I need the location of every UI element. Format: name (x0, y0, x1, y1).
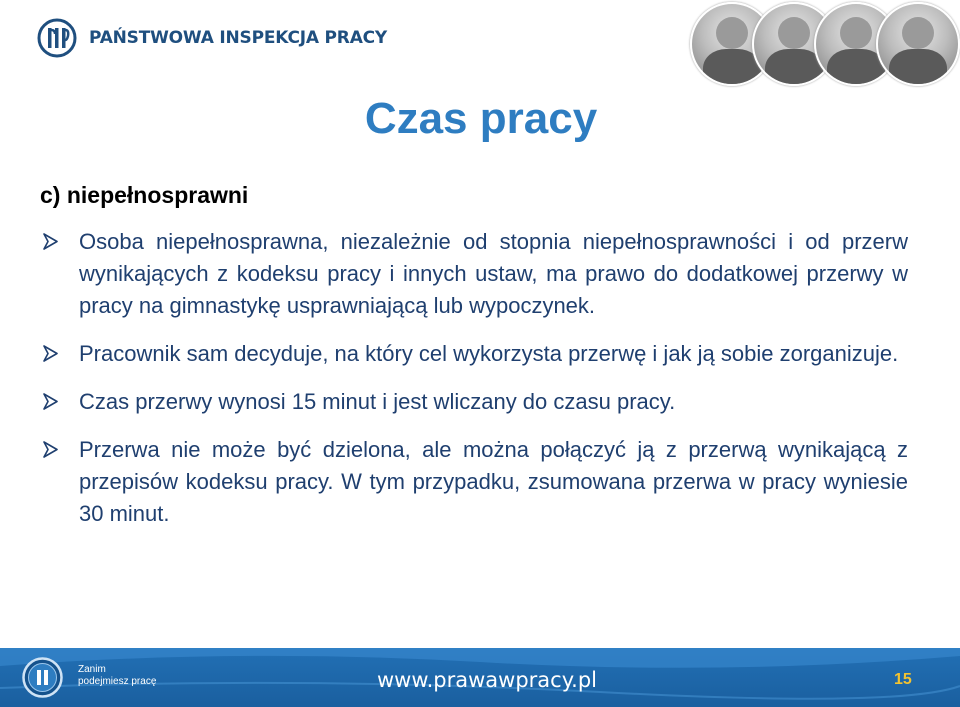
footer-slogan (78, 664, 156, 688)
arrow-bullet-icon (42, 233, 59, 250)
arrow-bullet-icon (42, 441, 59, 458)
header-photos (690, 2, 960, 82)
bullet-item (40, 338, 908, 370)
arrow-bullet-icon (42, 393, 59, 410)
slide-title-text: Czas pracy (364, 94, 598, 143)
page-number: 15 (894, 671, 912, 688)
footer-bar (0, 648, 960, 707)
pip-logo-icon (37, 18, 77, 58)
slide-subheading: c) niepełnosprawni (40, 182, 249, 208)
pause-badge-icon (22, 657, 63, 698)
bullet-text: Przerwa nie może być dzielona, ale można połączyć ją z przerwą wynikającą z przepisów kodeksu pracy. W tym przypadku, zsumowana przerwa w pracy wyniesie 30 minut. (79, 437, 908, 526)
bullet-text: Czas przerwy wynosi 15 minut i jest wliczany do czasu pracy. (79, 389, 676, 414)
logo-text: PAŃSTWOWA INSPEKCJA PRACY (89, 28, 388, 48)
footer-slogan-line1: Zanim (78, 664, 106, 675)
bullet-list (40, 226, 908, 546)
footer-url-link[interactable]: www.prawawpracy.pl (377, 668, 597, 692)
arrow-bullet-icon (42, 345, 59, 362)
photo-person-4 (876, 2, 960, 86)
footer-slogan-line2: podejmiesz pracę (78, 676, 157, 687)
pip-logo (37, 18, 387, 58)
bullet-item (40, 434, 908, 530)
bullet-text: Osoba niepełnosprawna, niezależnie od stopnia niepełnosprawności i od przerw wynikających z kodeksu pracy i innych ustaw, ma prawo do dodatkowej przerwy w pracy na gimnastykę usprawniającą lub wypoczynek. (79, 229, 908, 318)
bullet-item (40, 226, 908, 322)
bullet-item (40, 386, 908, 418)
bullet-text: Pracownik sam decyduje, na który cel wykorzysta przerwę i jak ją sobie zorganizuje. (79, 341, 899, 366)
slide-title (0, 94, 960, 144)
